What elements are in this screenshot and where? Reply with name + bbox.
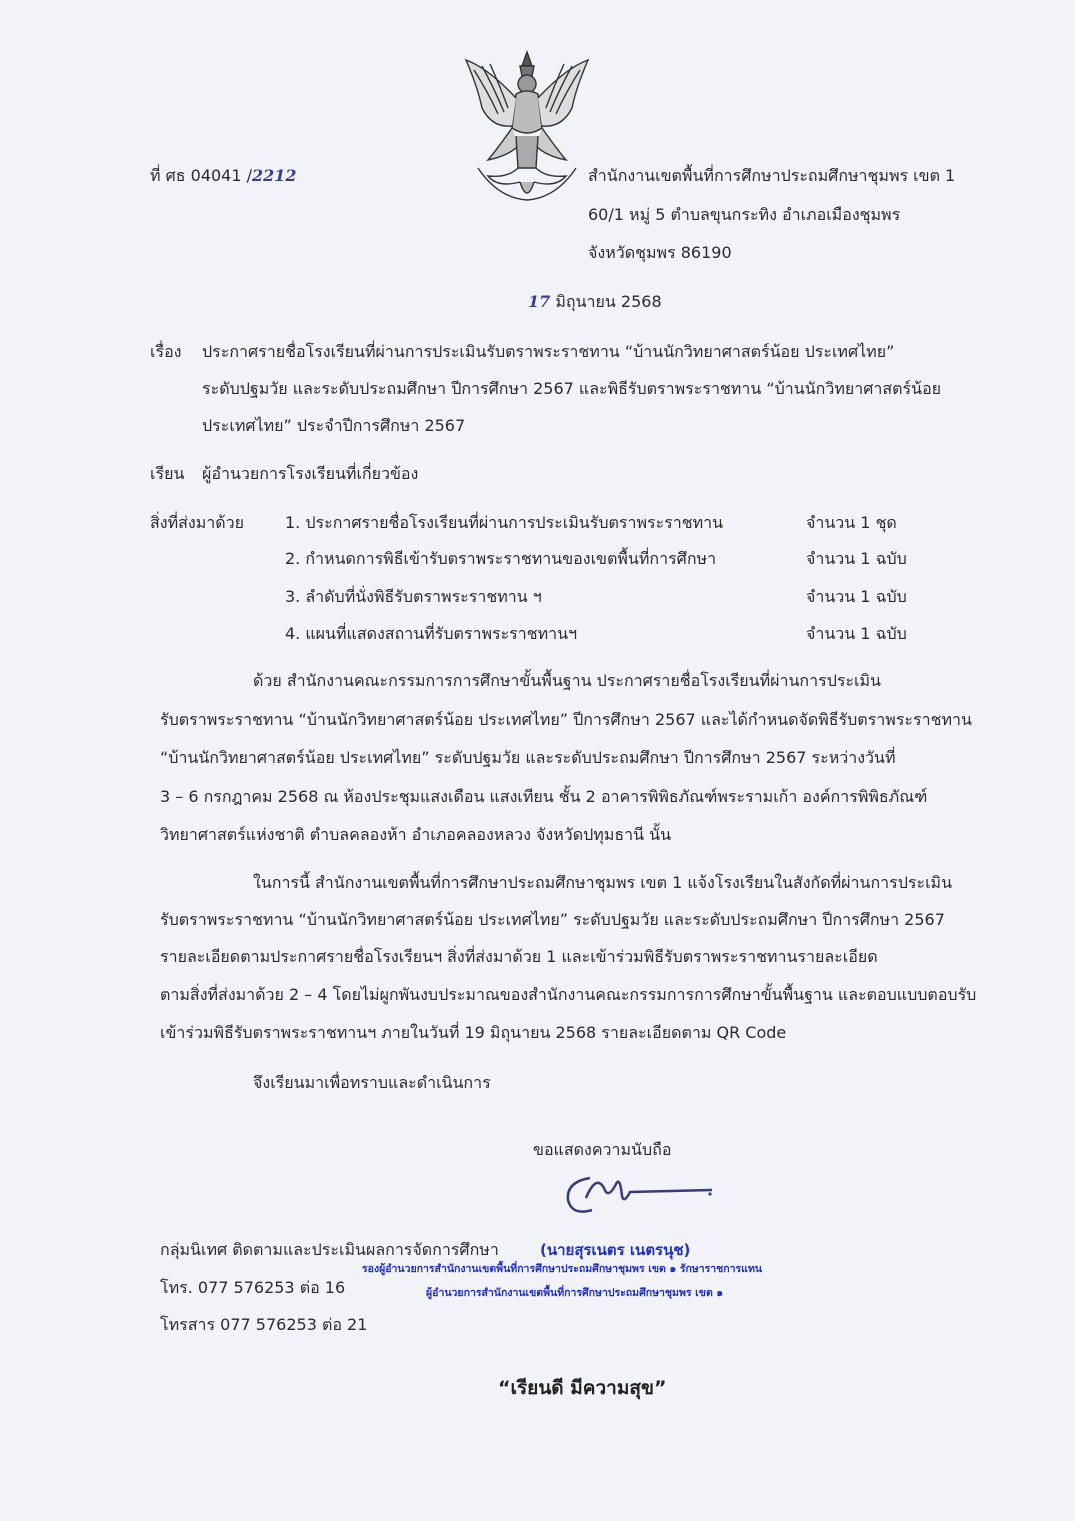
enclosures-label: สิ่งที่ส่งมาด้วย: [150, 513, 244, 532]
subject-line: ประเทศไทย” ประจำปีการศึกษา 2567: [202, 416, 466, 435]
body-paragraph-1-line: “บ้านนักวิทยาศาสตร์น้อย ประเทศไทย” ระดับปฐมวัย และระดับประถมศึกษา ปีการศึกษา 2567 ระหว่างวันที่: [160, 748, 896, 767]
motto: “เรียนดี มีความสุข”: [498, 1377, 667, 1399]
body-paragraph-2-line: รับตราพระราชทาน “บ้านนักวิทยาศาสตร์น้อย ประเทศไทย” ระดับปฐมวัย และระดับประถมศึกษา ปีการศึกษา 2567: [160, 910, 945, 929]
date-handwritten-day: 17: [528, 292, 551, 311]
enclosure-quantity: จำนวน 1 ฉบับ: [806, 624, 907, 643]
reference-prefix: ที่ ศธ 04041 /: [150, 166, 253, 185]
phone-number: โทร. 077 576253 ต่อ 16: [160, 1278, 346, 1297]
enclosure-item: 1. ประกาศรายชื่อโรงเรียนที่ผ่านการประเมินรับตราพระราชทาน: [285, 513, 724, 532]
enclosure-quantity: จำนวน 1 ฉบับ: [806, 549, 907, 568]
document-date: [528, 292, 662, 312]
enclosure-item: 4. แผนที่แสดงสถานที่รับตราพระราชทานฯ: [285, 624, 578, 643]
garuda-emblem-icon: [458, 48, 596, 206]
closing-line: จึงเรียนมาเพื่อทราบและดำเนินการ: [253, 1073, 491, 1092]
signature-image: [560, 1170, 720, 1220]
recipient-label: เรียน: [150, 464, 185, 483]
department-name: กลุ่มนิเทศ ติดตามและประเมินผลการจัดการศึกษา: [160, 1240, 499, 1259]
office-province: จังหวัดชุมพร 86190: [588, 243, 732, 262]
body-paragraph-1-line: 3 – 6 กรกฎาคม 2568 ณ ห้องประชุมแสงเดือน แสงเทียน ชั้น 2 อาคารพิพิธภัณฑ์พระรามเก้า องค์การพิพิธภัณฑ์: [160, 787, 928, 806]
recipient-text: ผู้อำนวยการโรงเรียนที่เกี่ยวข้อง: [202, 464, 419, 483]
body-paragraph-1-line: รับตราพระราชทาน “บ้านนักวิทยาศาสตร์น้อย ประเทศไทย” ปีการศึกษา 2567 และได้กำหนดจัดพิธีรับตราพระราชทาน: [160, 710, 972, 729]
body-paragraph-1-line: ด้วย สำนักงานคณะกรรมการการศึกษาขั้นพื้นฐาน ประกาศรายชื่อโรงเรียนที่ผ่านการประเมิน: [253, 671, 881, 690]
enclosure-quantity: จำนวน 1 ชุด: [806, 513, 897, 532]
office-address: 60/1 หมู่ 5 ตำบลขุนกระทิง อำเภอเมืองชุมพร: [588, 205, 901, 224]
body-paragraph-2-line: ตามสิ่งที่ส่งมาด้วย 2 – 4 โดยไม่ผูกพันงบประมาณของสำนักงานคณะกรรมการการศึกษาขั้นพื้นฐาน และตอบแบบตอบรับ: [160, 985, 977, 1004]
subject-line: ประกาศรายชื่อโรงเรียนที่ผ่านการประเมินรับตราพระราชทาน “บ้านนักวิทยาศาสตร์น้อย ประเทศไทย”: [202, 342, 895, 361]
enclosure-item: 3. ลำดับที่นั่งพิธีรับตราพระราชทาน ฯ: [285, 587, 542, 606]
closing-regards: ขอแสดงความนับถือ: [533, 1140, 672, 1159]
enclosure-quantity: จำนวน 1 ฉบับ: [806, 587, 907, 606]
subject-label: เรื่อง: [150, 342, 182, 361]
office-name: สำนักงานเขตพื้นที่การศึกษาประถมศึกษาชุมพร เขต 1: [588, 166, 956, 185]
date-month-year: มิถุนายน 2568: [550, 292, 662, 311]
signatory-name: (นายสุรเนตร เนตรนุช): [540, 1241, 691, 1259]
body-paragraph-2-line: รายละเอียดตามประกาศรายชื่อโรงเรียนฯ สิ่งที่ส่งมาด้วย 1 และเข้าร่วมพิธีรับตราพระราชทานรายละเอียด: [160, 947, 878, 966]
body-paragraph-1-line: วิทยาศาสตร์แห่งชาติ ตำบลคลองห้า อำเภอคลองหลวง จังหวัดปทุมธานี นั้น: [160, 825, 672, 844]
body-paragraph-2-line: เข้าร่วมพิธีรับตราพระราชทานฯ ภายในวันที่ 19 มิถุนายน 2568 รายละเอียดตาม QR Code: [160, 1023, 787, 1042]
reference-handwritten-number: 2212: [252, 166, 297, 185]
fax-number: โทรสาร 077 576253 ต่อ 21: [160, 1315, 368, 1334]
enclosure-item: 2. กำหนดการพิธีเข้ารับตราพระราชทานของเขตพื้นที่การศึกษา: [285, 549, 717, 568]
body-paragraph-2-line: ในการนี้ สำนักงานเขตพื้นที่การศึกษาประถมศึกษาชุมพร เขต 1 แจ้งโรงเรียนในสังกัดที่ผ่านการประเมิน: [253, 873, 953, 892]
signatory-title: ผู้อำนวยการสำนักงานเขตพื้นที่การศึกษาประถมศึกษาชุมพร เขต ๑: [426, 1287, 724, 1299]
subject-line: ระดับปฐมวัย และระดับประถมศึกษา ปีการศึกษา 2567 และพิธีรับตราพระราชทาน “บ้านนักวิทยาศาสตร์น้อย: [202, 379, 942, 398]
signatory-title: รองผู้อำนวยการสำนักงานเขตพื้นที่การศึกษาประถมศึกษาชุมพร เขต ๑ รักษาราชการแทน: [362, 1263, 763, 1275]
reference-number: [150, 166, 297, 186]
